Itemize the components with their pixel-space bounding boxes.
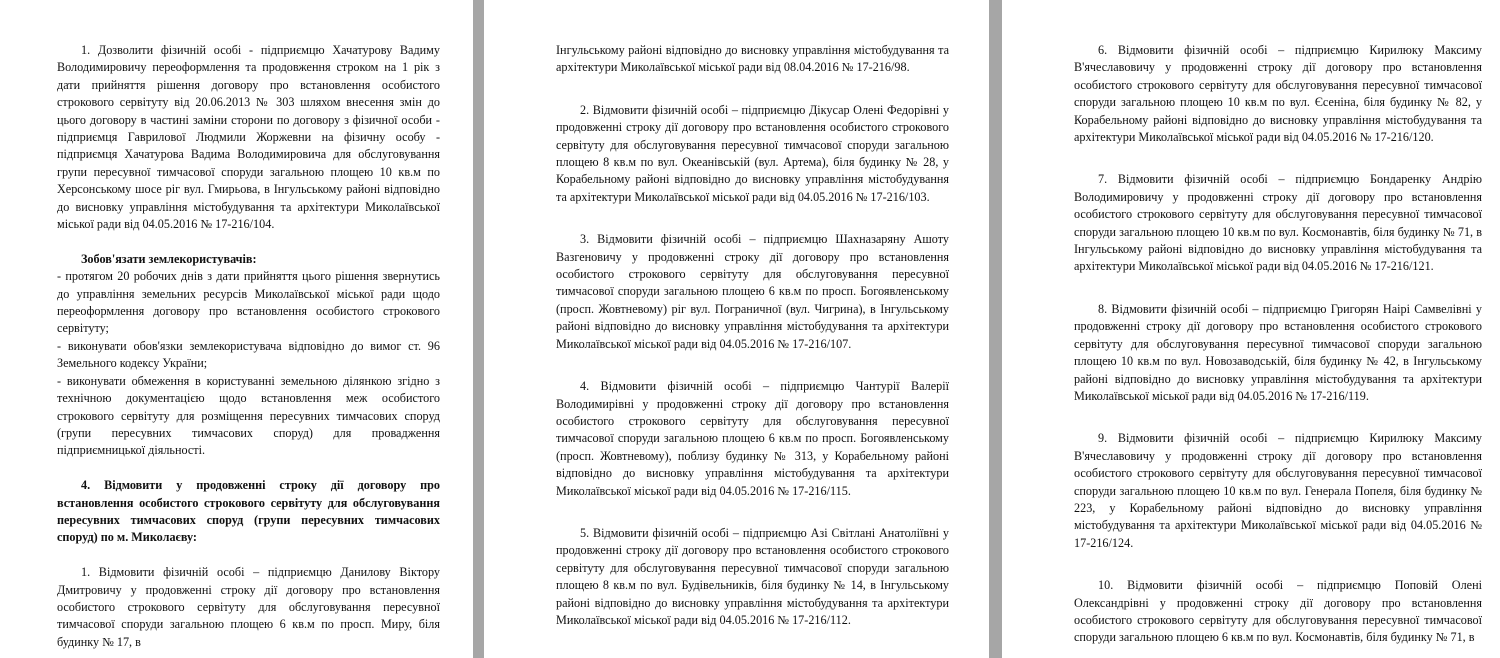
obligation-1: - протягом 20 робочих днів з дати прийняття цього рішення звернутись до управління земельних ресурсів Миколаївської міської ради щодо переоформлення договору про встановлення особистого строкового сервітуту; (57, 269, 440, 336)
paragraph-deny-4: 4. Відмовити фізичній особі – підприємцю Чантурії Валерії Володимирівні у продовженні строку дії договору про встановлення особистого строкового сервітуту для обслуговування пересувної тимчасової споруди загальною площею 6 кв.м по просп. Богоявленському (просп. Жовтневому), поблизу будинку № 313, у Корабельному районі відповідно до висновку управління містобудування та архітектури Миколаївської міської ради від 04.05.2016 № 17-216/115. (556, 379, 949, 498)
obligation-3: - виконувати обмеження в користуванні земельною ділянкою згідно з технічною документацією щодо встановлення меж особистого строкового сервітуту для розміщення пересувних тимчасових споруд (групи пересувних тимчасових споруд) для провадження підприємницької діяльності. (57, 373, 440, 458)
document-page-1 (0, 0, 473, 658)
paragraph-deny-5: 5. Відмовити фізичній особі – підприємцю Азі Світлані Анатоліївні у продовженні строку дії договору про встановлення особистого строкового сервітуту для обслуговування пересувної тимчасової споруди загальною площею 8 кв.м по вул. Будівельників, біля будинку № 14, в Інгульському районі відповідно до висновку управління містобудування та архітектури Миколаївської міської ради від 04.05.2016 № 17-216/112. (556, 525, 949, 627)
document-page-2 (484, 0, 989, 658)
paragraph-item-1: 1. Дозволити фізичній особі - підприємцю Хачатурову Вадиму Володимировичу переоформлення та продовження строком на 1 рік з дати прийняття рішення договору про встановлення особистого строкового сервітуту від 20.06.2013 № 303 шляхом внесення змін до цього договору в частині заміни сторони по договору з фізичної особи - підприємця Гаврилової Людмили Жоржевни на фізичну особу - підприємця Хачатурова Вадима Володимировича для обслуговування групи пересувної тимчасової споруди загальною площею 10 кв.м по Херсонському шосе ріг вул. Гмирьова, в Інгульському районі відповідно до висновку управління містобудування та архітектури Миколаївської міської ради від 04.05.2016 № 17-216/104. (57, 43, 440, 232)
paragraph-continued: Інгульському районі відповідно до висновку управління містобудування та архітектури Миколаївської міської ради від 08.04.2016 № 17-216/98. (556, 43, 949, 75)
section-4-heading: 4. Відмовити у продовженні строку дії договору про встановлення особистого строкового сервітуту для обслуговування пересувних тимчасових споруд (групи пересувних тимчасових споруд) по м. Миколаєву: (57, 478, 440, 545)
obligation-2: - виконувати обов'язки землекористувача відповідно до вимог ст. 96 Земельного кодексу України; (57, 338, 440, 371)
paragraph-deny-3: 3. Відмовити фізичній особі – підприємцю Шахназаряну Ашоту Вазгеновичу у продовженні строку дії договору про встановлення особистого строкового сервітуту для обслуговування пересувної тимчасової споруди загальною площею 6 кв.м по просп. Богоявленському (просп. Жовтневому) ріг вул. Пограничної (вул. Чигрина), в Інгульському районі відповідно до висновку управління містобудування та архітектури Миколаївської міської ради від 04.05.2016 № 17-216/107. (556, 232, 949, 351)
document-page-3 (1002, 0, 1500, 658)
paragraph-deny-9: 9. Відмовити фізичній особі – підприємцю Кирилюку Максиму В'ячеславовичу у продовженні строку дії договору про встановлення особистого строкового сервітуту для обслуговування пересувної тимчасової споруди загальною площею 10 кв.м по вул. Генерала Попеля, біля будинку № 223, у Корабельному районі відповідно до висновку управління містобудування та архітектури Миколаївської міської ради від 04.05.2016 № 17-216/124. (1074, 431, 1482, 550)
paragraph-deny-1: 1. Відмовити фізичній особі – підприємцю Данилову Віктору Дмитровичу у продовженні строку дії договору про встановлення особистого строкового сервітуту для обслуговування пересувної тимчасової споруди загальною площею 6 кв.м по просп. Миру, біля будинку № 17, в (57, 565, 440, 649)
paragraph-deny-7: 7. Відмовити фізичній особі – підприємцю Бондаренку Андрію Володимировичу у продовженні строку дії договору про встановлення особистого строкового сервітуту для обслуговування пересувної тимчасової споруди загальною площею 10 кв.м по вул. Космонавтів, біля будинку № 71, в Інгульському районі відповідно до висновку управління містобудування та архітектури Миколаївської міської ради від 04.05.2016 № 17-216/121. (1074, 172, 1482, 274)
paragraph-deny-10: 10. Відмовити фізичній особі – підприємцю Поповій Олені Олександрівні у продовженні строку дії договору про встановлення особистого строкового сервітуту для обслуговування пересувної тимчасової споруди загальною площею 6 кв.м по вул. Космонавтів, біля будинку № 71, в (1074, 578, 1482, 645)
obligations-heading: Зобов'язати землекористувачів: (81, 251, 257, 266)
paragraph-deny-8: 8. Відмовити фізичній особі – підприємцю Григорян Наірі Самвелівні у продовженні строку дії договору про встановлення особистого строкового сервітуту для обслуговування пересувної тимчасової споруди загальною площею 10 кв.м по вул. Новозаводській, біля будинку № 42, в Інгульському районі відповідно до висновку управління містобудування та архітектури Миколаївської міської ради від 04.05.2016 № 17-216/119. (1074, 301, 1482, 403)
paragraph-deny-6: 6. Відмовити фізичній особі – підприємцю Кирилюку Максиму В'ячеславовичу у продовженні строку дії договору про встановлення особистого строкового сервітуту для обслуговування пересувної тимчасової споруди загальною площею 10 кв.м по вул. Єсеніна, біля будинку № 82, у Корабельному районі відповідно до висновку управління містобудування та архітектури Миколаївської міської ради від 04.05.2016 № 17-216/120. (1074, 43, 1482, 145)
paragraph-deny-2: 2. Відмовити фізичній особі – підприємцю Дікусар Олені Федорівні у продовженні строку дії договору про встановлення особистого строкового сервітуту для обслуговування пересувної тимчасової споруди загальною площею 8 кв.м по вул. Океанівській (вул. Артема), біля будинку № 28, у Корабельному районі відповідно до висновку управління містобудування та архітектури Миколаївської міської ради від 04.05.2016 № 17-216/103. (556, 102, 949, 204)
